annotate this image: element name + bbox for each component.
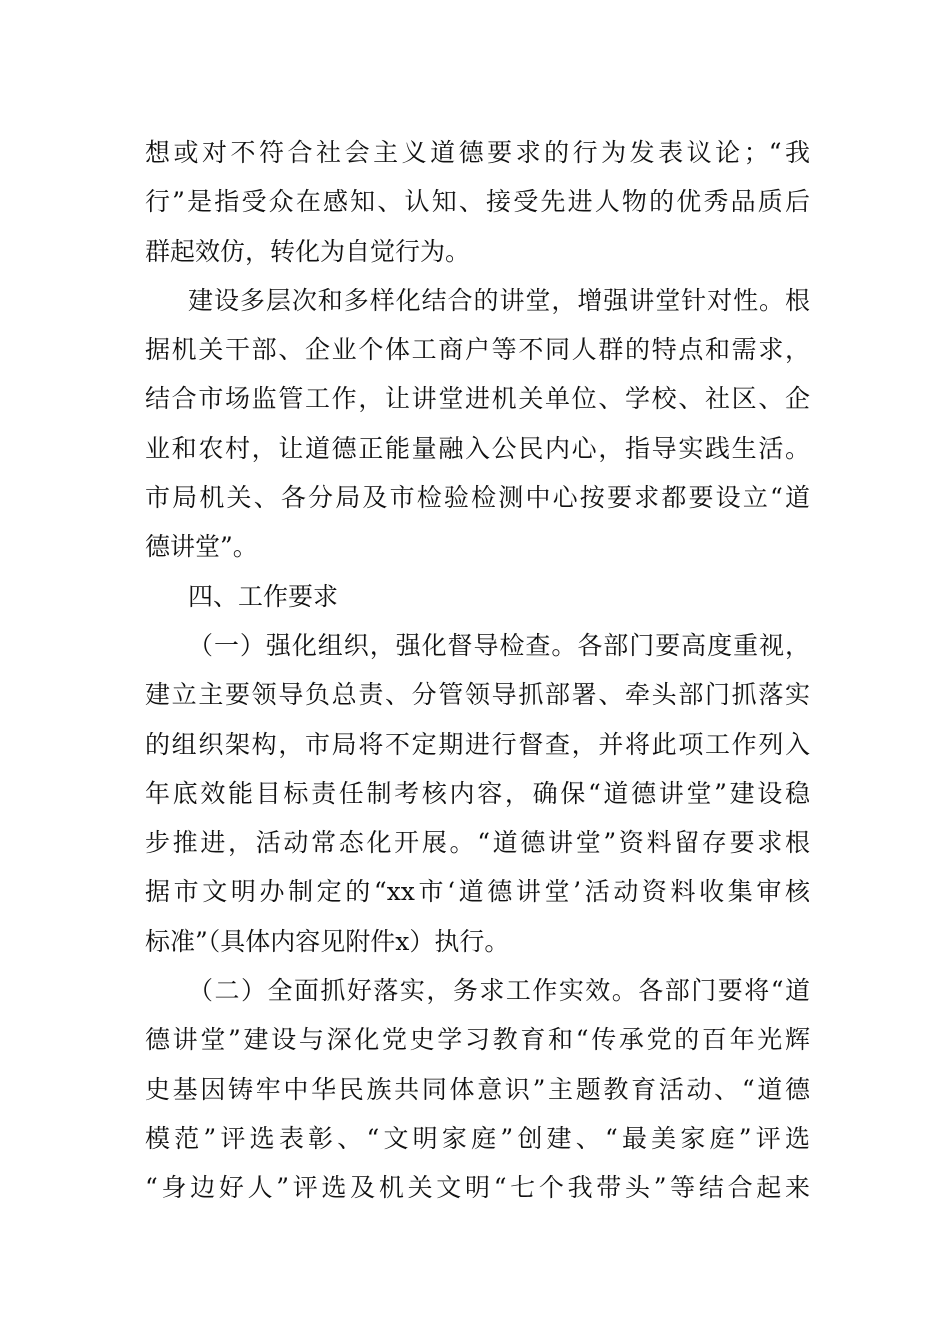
text-line: （二）全面抓好落实，务求工作实效。各部门要将“道 <box>188 976 810 1006</box>
text-line: “身边好人”评选及机关文明“七个我带头”等结合起来 <box>145 1173 810 1203</box>
text-line: 步推进，活动常态化开展。“道德讲堂”资料留存要求根 <box>145 828 810 858</box>
text-line: 标准”（具体内容见附件x）执行。 <box>145 926 510 956</box>
document-body <box>145 128 810 1213</box>
text-line: 据市文明办制定的“xx市‘道德讲堂’活动资料收集审核 <box>145 877 810 907</box>
text-line: （一）强化组织，强化督导检查。各部门要高度重视， <box>188 630 810 660</box>
text-line: 建立主要领导负总责、分管领导抓部署、牵头部门抓落实 <box>145 680 810 710</box>
text-line: 德讲堂”建设与深化党史学习教育和“传承党的百年光辉 <box>145 1025 810 1055</box>
text-line: 德讲堂”。 <box>145 532 258 562</box>
text-line: 的组织架构，市局将不定期进行督查，并将此项工作列入 <box>145 729 810 759</box>
text-line: 结合市场监管工作，让讲堂进机关单位、学校、社区、企 <box>145 384 810 414</box>
text-line: 市局机关、各分局及市检验检测中心按要求都要设立“道 <box>145 483 810 513</box>
text-line: 想或对不符合社会主义道德要求的行为发表议论；“我 <box>145 138 810 167</box>
text-line: 模范”评选表彰、“文明家庭”创建、“最美家庭”评选 <box>145 1123 810 1153</box>
text-line: 据机关干部、企业个体工商户等不同人群的特点和需求， <box>145 335 810 365</box>
text-line: 建设多层次和多样化结合的讲堂，增强讲堂针对性。根 <box>188 285 810 315</box>
text-line: 年底效能目标责任制考核内容，确保“道德讲堂”建设稳 <box>145 778 810 808</box>
text-line: 四、工作要求 <box>188 581 339 611</box>
text-line: 业和农村，让道德正能量融入公民内心，指导实践生活。 <box>145 433 810 463</box>
text-line: 史基因铸牢中华民族共同体意识”主题教育活动、“道德 <box>145 1074 810 1104</box>
text-line: 行”是指受众在感知、认知、接受先进人物的优秀品质后 <box>145 187 810 217</box>
text-line: 群起效仿，转化为自觉行为。 <box>145 236 471 266</box>
